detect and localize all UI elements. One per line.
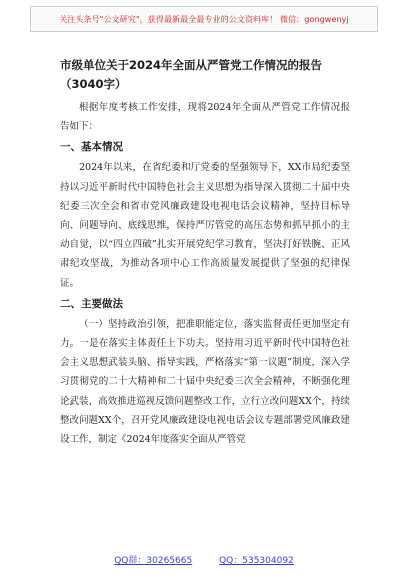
practices-paragraph: （一）坚持政治引领，把准职能定位，落实监督责任更加坚定有力。一是在落实主体责任上下功夫。坚持用习近平新时代中国特色社会主义思想武装头脑、指导实践，严格落实“第一议题”制度，深入学习贯彻党的二十大精神和二十届中央纪委三次全会精神，不断强化理论武装，高效推进巡视反馈问题整改工作，立行立改问题XX个，持续整改问题XX个，召开党风廉政建设电视电话会议专题部署党风廉政建设工作，制定《2024年度落实全面从严管党: [60, 318, 350, 446]
qq-group-link[interactable]: QQ群：30265665: [114, 556, 193, 566]
promo-banner: [30, 6, 378, 32]
contact-footer: [0, 553, 408, 566]
basic-situation-paragraph: 2024年以来，在省纪委和厅党委的坚强领导下，XX市局纪委坚持以习近平新时代中国特色社会主义思想为指导深入贯彻二十届中央纪委三次全会和省市党风廉政建设电视电话会议精神，坚持目标导向、问题导向、底线思维，保持严厉管党的高压态势和抓早抓小的主动自觉，以“四立四破”扎实开展党纪学习教育，坚决打好铁腕、正风肃纪攻坚战，为推动各项中心工作高质量发展提供了坚强的纪律保证。: [60, 162, 350, 289]
document-title: 市级单位关于2024年全面从严管党工作情况的报告（3040字）: [60, 58, 323, 91]
section-heading-basic: 一、基本情况: [60, 141, 123, 154]
section-heading-practices: 二、主要做法: [60, 297, 123, 310]
intro-paragraph: 根据年度考核工作安排，现将2024年全面从严管党工作情况报告如下：: [60, 102, 350, 133]
promo-banner-text: 关注头条号"公文研究"，获得最新最全最专业的公文资料库！ 微信：gongwenyj: [59, 14, 349, 24]
qq-link[interactable]: QQ：535304092: [219, 556, 294, 566]
document-body: [60, 98, 350, 449]
